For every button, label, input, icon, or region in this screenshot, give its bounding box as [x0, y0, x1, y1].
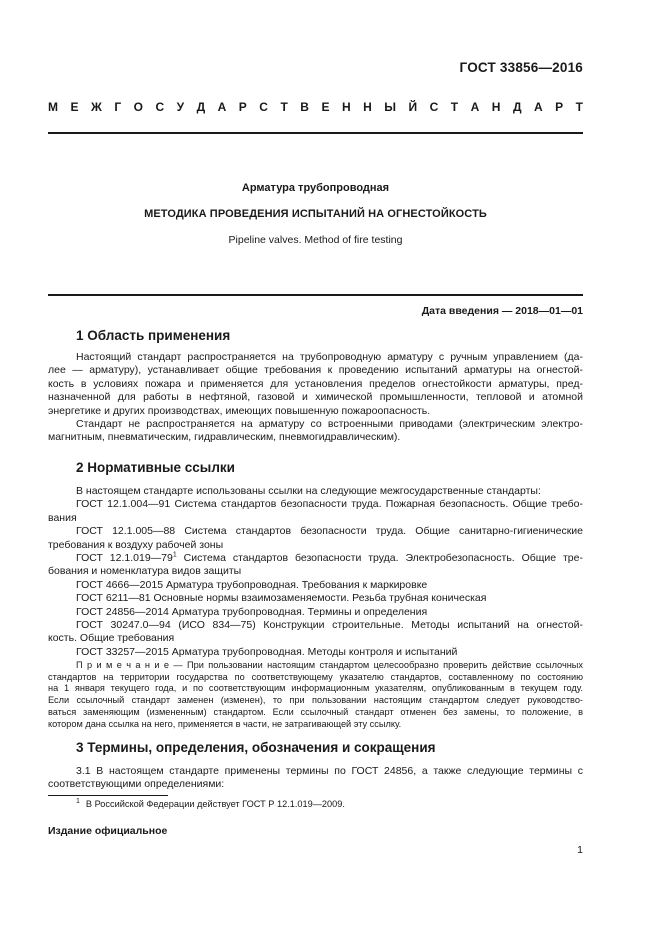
reference-item	[48, 552, 583, 565]
title-rule	[48, 294, 583, 296]
section-2-heading: 2 Нормативные ссылки	[76, 460, 235, 475]
section-2-references	[48, 485, 583, 659]
note-text: При пользовании настоящим стандартом целесообразно проверить действие ссылочных	[182, 660, 583, 670]
standard-type-heading	[48, 100, 583, 114]
text-line: Настоящий стандарт распространяется на трубопроводную арматуру с ручным управлением (да-	[76, 351, 583, 363]
text-line: 3.1 В настоящем стандарте применены термины по ГОСТ 24856, а также следующие термины с	[76, 765, 583, 777]
reference-item: ГОСТ 4666—2015 Арматура трубопроводная. Требования к маркировке	[76, 578, 428, 591]
reference-item: ГОСТ 33257—2015 Арматура трубопроводная. Методы контроля и испытаний	[76, 645, 458, 658]
top-rule	[48, 132, 583, 134]
section-1-paragraph-2	[48, 418, 583, 445]
reference-item-cont: бования и номенклатура видов защиты	[48, 565, 242, 578]
reference-item-cont: кость. Общие требования	[48, 632, 175, 645]
text-line: кость в условиях пожара и применяется для установления пределов огнестойкости арматуры, пред-	[48, 377, 583, 390]
text-line: Стандарт не распространяется на арматуру со встроенными приводами (электрическим электро-	[76, 418, 583, 430]
reference-item-cont: вания	[48, 511, 77, 524]
text-line: лее — арматуру), устанавливает общие требования к проведению испытаний арматуры на огнестой-	[48, 364, 583, 377]
reference-code: ГОСТ 12.1.019—79	[76, 552, 173, 565]
note-line	[48, 660, 583, 672]
section-1-heading: 1 Область применения	[76, 328, 231, 343]
footnote	[76, 799, 345, 809]
reference-item: ГОСТ 12.1.005—88 Система стандартов безопасности труда. Общие санитарно-гигиенические	[76, 525, 583, 538]
text-line: магнитным, пневматическим, гидравлическим, пневмогидравлическим).	[48, 431, 401, 444]
reference-item: ГОСТ 6211—81 Основные нормы взаимозаменяемости. Резьба трубная коническая	[76, 592, 487, 605]
reference-item: ГОСТ 30247.0—94 (ИСО 834—75) Конструкции строительные. Методы испытаний на огнестой-	[76, 619, 583, 632]
reference-item: ГОСТ 24856—2014 Арматура трубопроводная. Термины и определения	[76, 605, 428, 618]
gost-number: ГОСТ 33856—2016	[459, 60, 583, 75]
document-title: МЕТОДИКА ПРОВЕДЕНИЯ ИСПЫТАНИЙ НА ОГНЕСТОЙКОСТЬ	[144, 208, 487, 220]
footnote-ref: 1	[172, 551, 177, 559]
standard-type-text: М Е Ж Г О С У Д А Р С Т В Е Н Н Ы Й С Т А Н Д А Р Т	[48, 100, 583, 114]
document-subtitle: Арматура трубопроводная	[241, 182, 390, 194]
text-line: назначенной для работы в нефтяной, газовой и химической промышленности, тепловой и атомной	[48, 391, 583, 404]
text-line: соответствующими определениями:	[48, 778, 225, 791]
note-label: П р и м е ч а н и е —	[76, 660, 183, 670]
reference-item-cont: требования к воздуху рабочей зоны	[48, 538, 224, 551]
note-line: стандартов на территории государства по соответствующему указателю стандартов, составленному по состоянию	[48, 671, 583, 682]
references-intro: В настоящем стандарте использованы ссылки на следующие межгосударственные стандарты:	[76, 485, 541, 497]
reference-desc: Система стандартов безопасности труда. Электробезопасность. Общие тре-	[176, 552, 583, 565]
note-line: на 1 января текущего года, и по соответствующим информационным указателям, опубликованным в текущем году.	[48, 683, 583, 694]
text-line: энергетике и других производствах, имеющих повышенную пожароопасность.	[48, 404, 431, 417]
footnote-text: В Российской Федерации действует ГОСТ Р 12.1.019—2009.	[85, 799, 345, 809]
note-line: ваться заменяющим (измененным) стандартом. Если ссылочный стандарт отменен без замены, то положение, в	[48, 706, 583, 717]
official-edition-label: Издание официальное	[48, 825, 168, 837]
section-1-paragraph-1	[48, 351, 583, 418]
footnote-rule	[48, 795, 168, 796]
section-2-note	[48, 660, 583, 730]
note-line: котором дана ссылка на него, применяется в части, не затрагивающей эту ссылку.	[48, 718, 402, 729]
document-english-title: Pipeline valves. Method of fire testing	[228, 234, 403, 246]
section-3-heading: 3 Термины, определения, обозначения и сокращения	[76, 740, 436, 755]
reference-item: ГОСТ 12.1.004—91 Система стандартов безопасности труда. Пожарная безопасность. Общие требо-	[76, 498, 583, 511]
note-line: Если ссылочный стандарт заменен (изменен), то при пользовании настоящим стандартом следует руководство-	[48, 695, 583, 706]
page-number: 1	[577, 844, 583, 856]
footnote-marker: 1	[76, 797, 80, 805]
section-3-paragraph-1	[48, 765, 583, 792]
effective-date: Дата введения — 2018—01—01	[421, 305, 583, 317]
